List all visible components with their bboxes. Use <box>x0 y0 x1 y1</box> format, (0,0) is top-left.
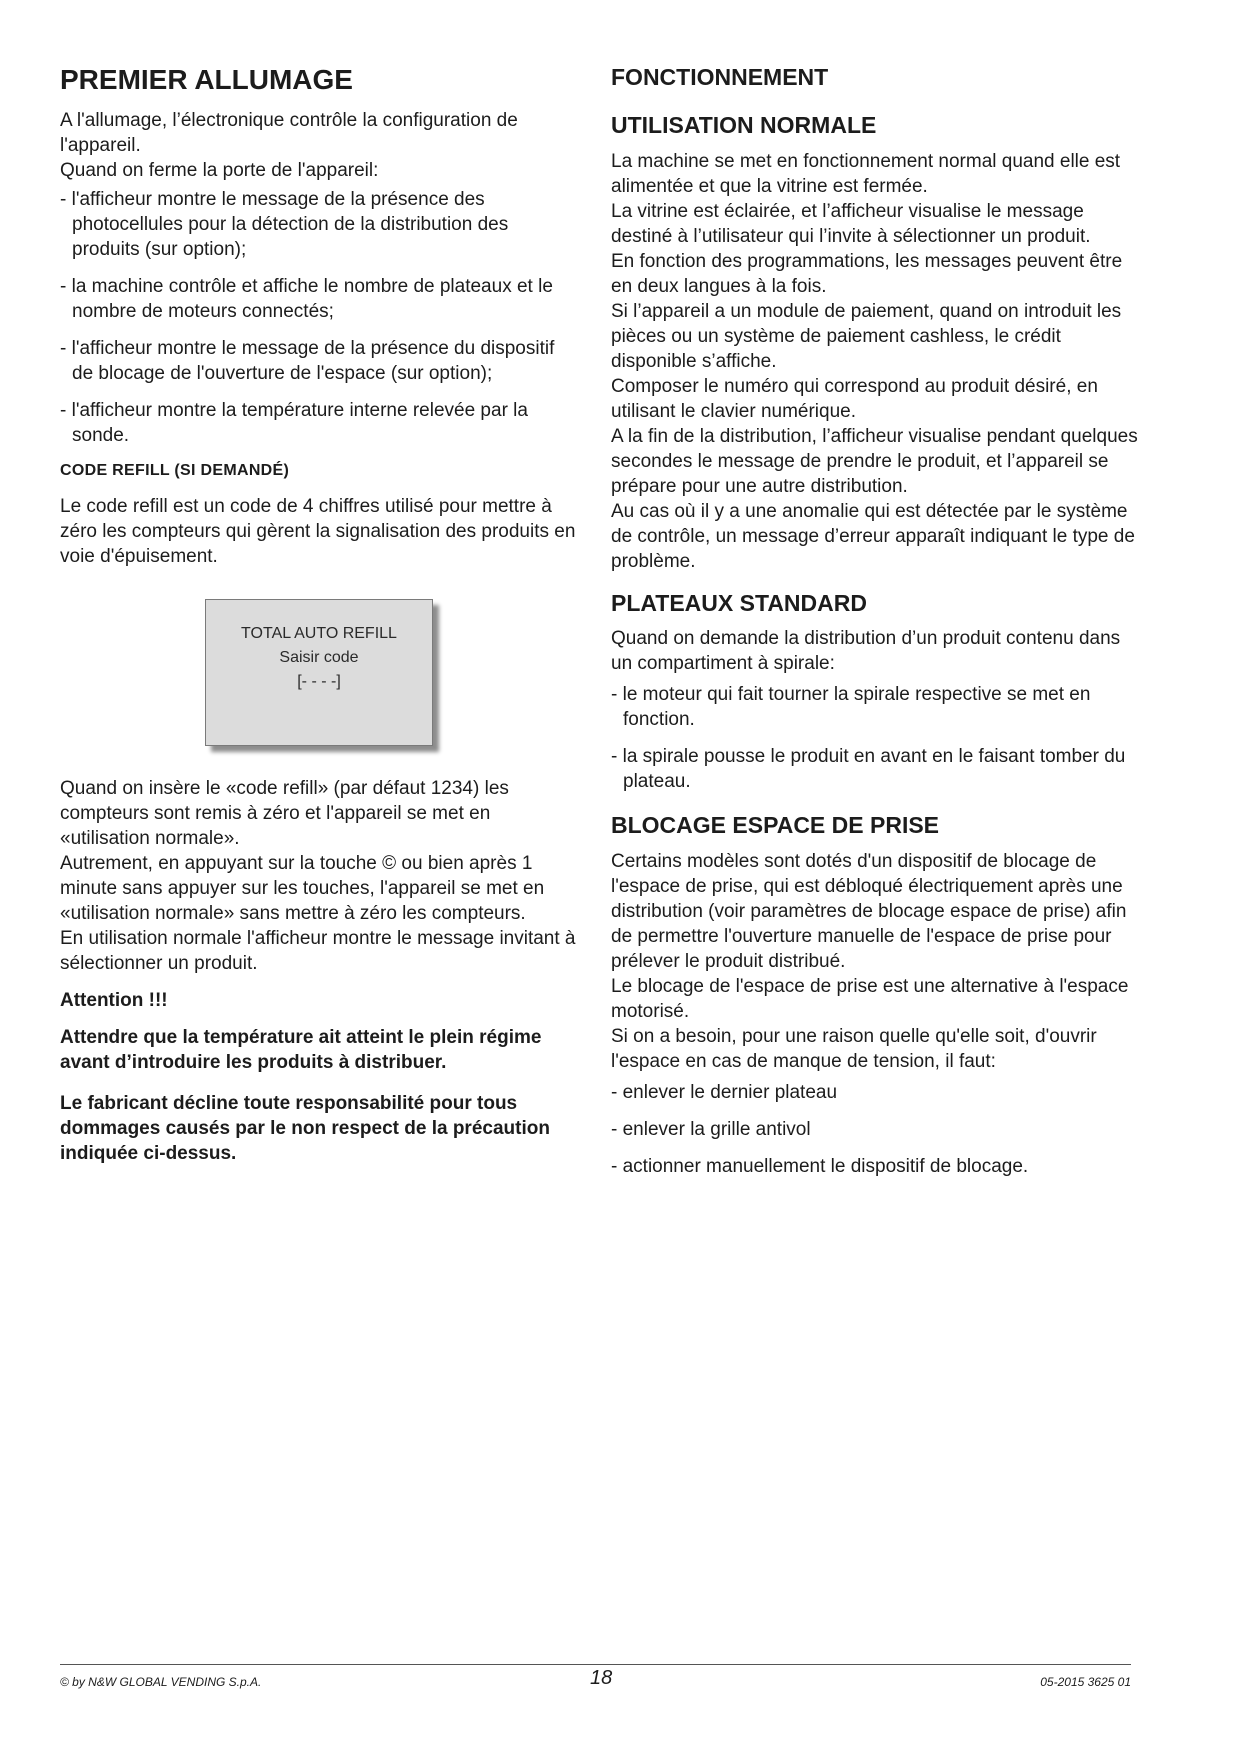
intro-paragraph: A l'allumage, l’électronique contrôle la configuration de l'appareil. <box>60 110 518 157</box>
page-number: 18 <box>590 1667 613 1689</box>
plateaux-list <box>611 682 1141 794</box>
page-title: PREMIER ALLUMAGE <box>60 64 353 95</box>
refill-paragraph-1: Quand on insère le «code refill» (par défaut 1234) les compteurs sont remis à zéro et l'appareil se met en «utilisation normale». <box>60 778 509 850</box>
display-line-2: Saisir code <box>279 649 359 667</box>
refill-description: Le code refill est un code de 4 chiffres utilisé pour mettre à zéro les compteurs qui gèrent la signalisation des produits en voie d'épuisement. <box>60 496 576 568</box>
refill-paragraph-3: En utilisation normale l'afficheur montre le message invitant à sélectionner un produit. <box>60 928 576 975</box>
list-item: - actionner manuellement le dispositif de blocage. <box>611 1155 1029 1177</box>
list-item: - la spirale pousse le produit en avant en le faisant tomber du plateau. <box>611 746 1126 793</box>
footer-doc-code: 05-2015 3625 01 <box>1040 1675 1131 1689</box>
code-refill-heading <box>60 462 580 480</box>
heading-plateaux-standard: PLATEAUX STANDARD <box>611 589 867 616</box>
utilisation-paragraph: En fonction des programmations, les messages peuvent être en deux langues à la fois. <box>611 250 1123 297</box>
footer-divider <box>60 1664 1131 1665</box>
right-column <box>611 60 1141 1191</box>
blocage-paragraph: Certains modèles sont dotés d'un dispositif de blocage de l'espace de prise, qui est débloqué électriquement après une distribution (voir paramètres de blocage espace de prise) afin de permettre l'ouverture manuelle de l'espace de prise pour prélever le produit distribué. <box>611 850 1127 972</box>
left-column <box>60 60 580 1176</box>
blocage-paragraph: Le blocage de l'espace de prise est une alternative à l'espace motorisé. <box>611 975 1129 1022</box>
heading-blocage-espace-de-prise: BLOCAGE ESPACE DE PRISE <box>611 812 940 839</box>
refill-paragraph-2: Autrement, en appuyant sur la touche © ou bien après 1 minute sans appuyer sur les touches, l'appareil se met en «utilisation normale» sans mettre à zéro les compteurs. <box>60 853 545 925</box>
startup-checklist <box>60 187 580 448</box>
code-refill-heading-main: CODE REFILL <box>60 462 175 480</box>
utilisation-paragraph: A la fin de la distribution, l’afficheur visualise pendant quelques secondes le message de prendre le produit, et l’appareil se prépare pour une autre distribution. <box>611 425 1138 497</box>
list-item: - le moteur qui fait tourner la spirale respective se met en fonction. <box>611 684 1091 731</box>
blocage-list <box>611 1080 1141 1179</box>
list-item: - l'afficheur montre le message de la présence des photocellules pour la détection de la distribution des produits (sur option); <box>60 189 509 261</box>
footer-copyright: © by N&W GLOBAL VENDING S.p.A. <box>60 1675 262 1689</box>
display-line-3: [- - - -] <box>297 673 341 691</box>
list-item: - la machine contrôle et affiche le nombre de plateaux et le nombre de moteurs connectés; <box>60 276 553 323</box>
warning-paragraph-1: Attendre que la température ait atteint le plein régime avant d’introduire les produits à distribuer. <box>60 1027 542 1074</box>
warning-paragraph-2: Le fabricant décline toute responsabilité pour tous dommages causés par le non respect de la précaution indiquée ci-dessus. <box>60 1093 550 1165</box>
list-item: - enlever le dernier plateau <box>611 1081 838 1103</box>
code-refill-heading-paren: (SI DEMANDÉ) <box>174 462 290 480</box>
attention-label: Attention !!! <box>60 990 168 1012</box>
heading-fonctionnement: FONCTIONNEMENT <box>611 64 829 90</box>
list-item: - l'afficheur montre le message de la présence du dispositif de blocage de l'ouverture de l'espace (sur option); <box>60 338 555 385</box>
list-item: - enlever la grille antivol <box>611 1118 811 1140</box>
intro-paragraph-2: Quand on ferme la porte de l'appareil: <box>60 160 379 182</box>
utilisation-paragraph: La vitrine est éclairée, et l’afficheur visualise le message destiné à l’utilisateur qui l’invite à sélectionner un produit. <box>611 200 1091 247</box>
display-screen-illustration <box>205 599 433 746</box>
utilisation-paragraph: Si l’appareil a un module de paiement, quand on introduit les pièces ou un système de paiement cashless, le crédit disponible s’affiche. <box>611 300 1122 372</box>
utilisation-paragraph: Au cas où il y a une anomalie qui est détectée par le système de contrôle, un message d’erreur apparaît indiquant le type de problème. <box>611 500 1135 572</box>
blocage-paragraph: Si on a besoin, pour une raison quelle qu'elle soit, d'ouvrir l'espace en cas de manque de tension, il faut: <box>611 1025 1097 1072</box>
plateaux-intro: Quand on demande la distribution d’un produit contenu dans un compartiment à spirale: <box>611 628 1121 675</box>
utilisation-paragraph: Composer le numéro qui correspond au produit désiré, en utilisant le clavier numérique. <box>611 375 1098 422</box>
heading-utilisation-normale: UTILISATION NORMALE <box>611 112 877 139</box>
list-item: - l'afficheur montre la température interne relevée par la sonde. <box>60 400 528 447</box>
utilisation-paragraph: La machine se met en fonctionnement normal quand elle est alimentée et que la vitrine est fermée. <box>611 150 1121 197</box>
display-line-1: TOTAL AUTO REFILL <box>241 625 397 643</box>
